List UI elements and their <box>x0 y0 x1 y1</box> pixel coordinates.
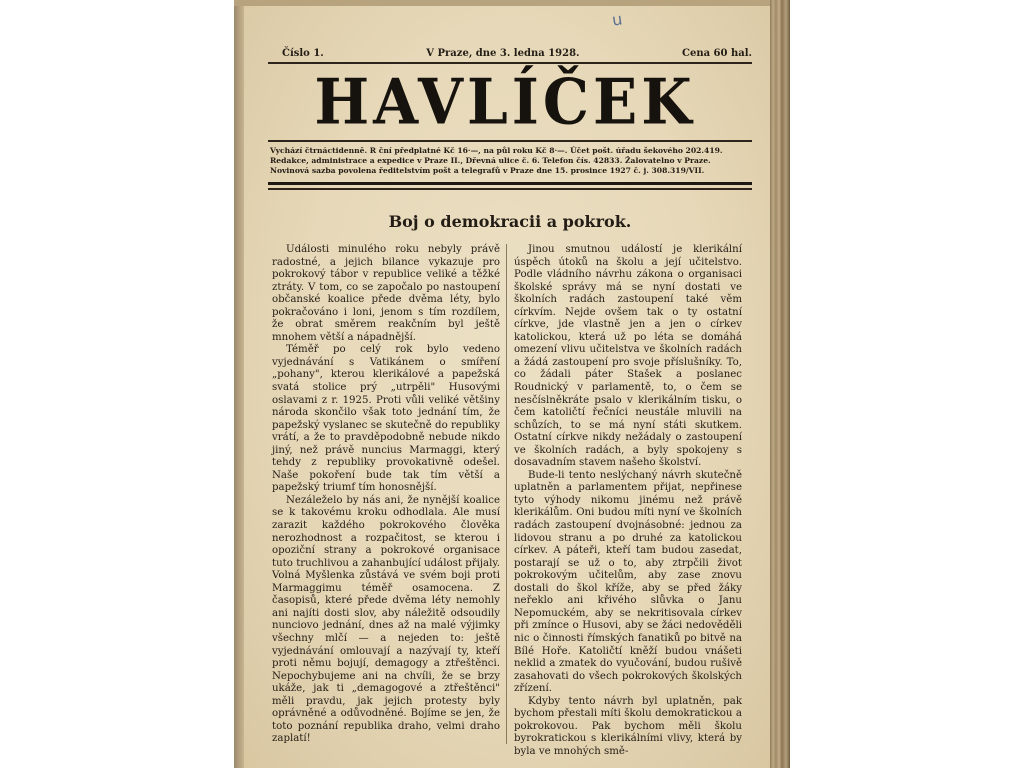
place-date: V Praze, dne 3. ledna 1928. <box>426 48 580 59</box>
paragraph: Kdyby tento návrh byl uplatněn, pak bychom přestali míti školu demokratickou a pokrokovou. Pak bychom měli školu byrokratickou s klerikálními vlivy, která by byla ve mnohých smě- <box>514 695 742 757</box>
newspaper-title: HAVLÍČEK <box>314 65 696 139</box>
paragraph: Události minulého roku nebyly právě radostné, a jejich bilance vykazuje pro pokrokový tábor v republice veliké a těžké ztráty. V tom, co se započalo po nastoupení občanské koalice přede dvěma léty, bylo pokračováno i loni, jenom s tím rozdílem, že obrat směrem reakčním byl ještě mnohem větší a nápadnější. <box>272 244 500 343</box>
paragraph: Téměř po celý rok bylo vedeno vyjednávání s Vatikánem o smíření „pohany", kterou klerikálové a papežská svatá stolice prý „utrpěli" Husovými oslavami z r. 1925. Proti vůli veliké většiny národa skončilo však toto jednání tím, že papežský vyslanec se skutečně do republiky vrátí, a že to pravděpodobně nebude nikdo jiný, než právě nuncius Marmaggi, který tehdy z republiky provokativně odešel. Naše pokoření bude tak tím větší a papežský triumf tím honosnější. <box>272 344 500 494</box>
paragraph: Jinou smutnou událostí je klerikální úspěch útoků na školu a její učitelstvo. Podle vládního návrhu zákona o organisaci školské správy má se nyní dostati ve školních radách zastoupení také věm církvím. Nejde ovšem tak o ty ostatní církve, jde vlastně jen a jen o církev katolickou, která už po léta se domáhá omezení vlivu učitelstva ve školních radách a žádá zastoupení pro svoje příslušníky. To, co žádali páter Stašek a poslanec Roudnický v parlamentě, to, o čem se nesčíslněkráte psalo v klerikálním tisku, o čem katoličtí řečníci neustále mluvili na schůzích, to se má nyní státi skutkem. Ostatní církve nikdy nežádaly o zastoupení ve školních radách, a byly spokojeny s dosavadním stavem našeho školství. <box>514 244 742 469</box>
imprint-line: Redakce, administrace a expedice v Praze II., Dřevná ulice č. 6. Telefon čís. 42833. Žalovatelno v Praze. <box>270 156 711 166</box>
issue-number: Číslo 1. <box>282 48 324 59</box>
newspaper-page <box>244 6 770 768</box>
title-rule-bottom <box>268 140 752 142</box>
article-column-right <box>514 244 742 758</box>
imprint-block <box>270 146 750 177</box>
paragraph: Bude-li tento neslýchaný návrh skutečně uplatněn a parlamentem přijat, nepřinese tyto výhody nikomu jinému než právě klerikálům. Oni budou míti nyní ve školních radách zastoupení dvojnásobné: jednou za lidovou stranu a po druhé za katolickou církev. A páteři, kteří tam budou zasedat, postarají se už o to, aby ztrpčili život pokrokovým učitelům, aby zase znovu dostali do škol kříže, aby se před žáky neřeklo ani křivého slůvka o Janu Nepomuckém, aby se nekritisovala církev při zmínce o Husovi, aby se žáci nedověděli nic o činnosti římských fanatiků po bitvě na Bílé Hoře. Katoličtí kněží budou vnášeti neklid a zmatek do vyučování, budou rušivě zasahovati do všech pokrokových školských zřízení. <box>514 469 742 695</box>
article-column-left <box>272 244 500 746</box>
column-divider <box>506 244 507 744</box>
imprint-line: Vychází čtrnáctidenně. R ční předplatné Kč 16·—, na půl roku Kč 8·—. Účet pošt. úřadu šekového 202.419. <box>270 146 723 155</box>
pencil-margin-note: u <box>610 9 624 30</box>
imprint-rule-2 <box>268 188 752 190</box>
stacked-page-edges <box>770 0 790 768</box>
article-headline: Boj o demokracii a pokrok. <box>388 212 632 231</box>
imprint-line: Novinová sazba povolena ředitelstvím pošt a telegrafů v Praze dne 15. prosince 1927 č. j. 308.319/VII. <box>270 166 705 176</box>
issue-price: Cena 60 hal. <box>682 48 752 59</box>
paragraph: Nezáleželo by nás ani, že nynější koalice se k takovému kroku odhodlala. Ale musí zarazit každého pokrokového člověka nerozhodnost a rozpačitost, se kterou i opoziční strany a pokrokové organisace tuto truchlivou a zahanbující událost přijaly. Volná Myšlenka zůstává ve svém boji proti Marmaggimu téměř osamocena. Z časopisů, které přede dvěma léty nemohly ani najíti dosti slov, aby náležitě odsoudily nunciovo jednání, dnes až na malé výjimky všechny mlčí — a nejeden to: ještě vyjednávání omlouvají a nazývají ty, kteří proti němu bojují, demagogy a ztřeštěnci. Nepochybujeme ani na chvíli, že se brzy ukáže, jak ti „demagogové a ztřeštěnci" měli pravdu, jak jejich protesty byly oprávněné a odůvodněné. Bojíme se jen, že toto poznání republika draho, velmi draho zaplatí! <box>272 494 500 745</box>
imprint-rule-1 <box>268 182 752 185</box>
masthead-info-line <box>282 48 752 59</box>
binding-spine <box>234 0 244 768</box>
